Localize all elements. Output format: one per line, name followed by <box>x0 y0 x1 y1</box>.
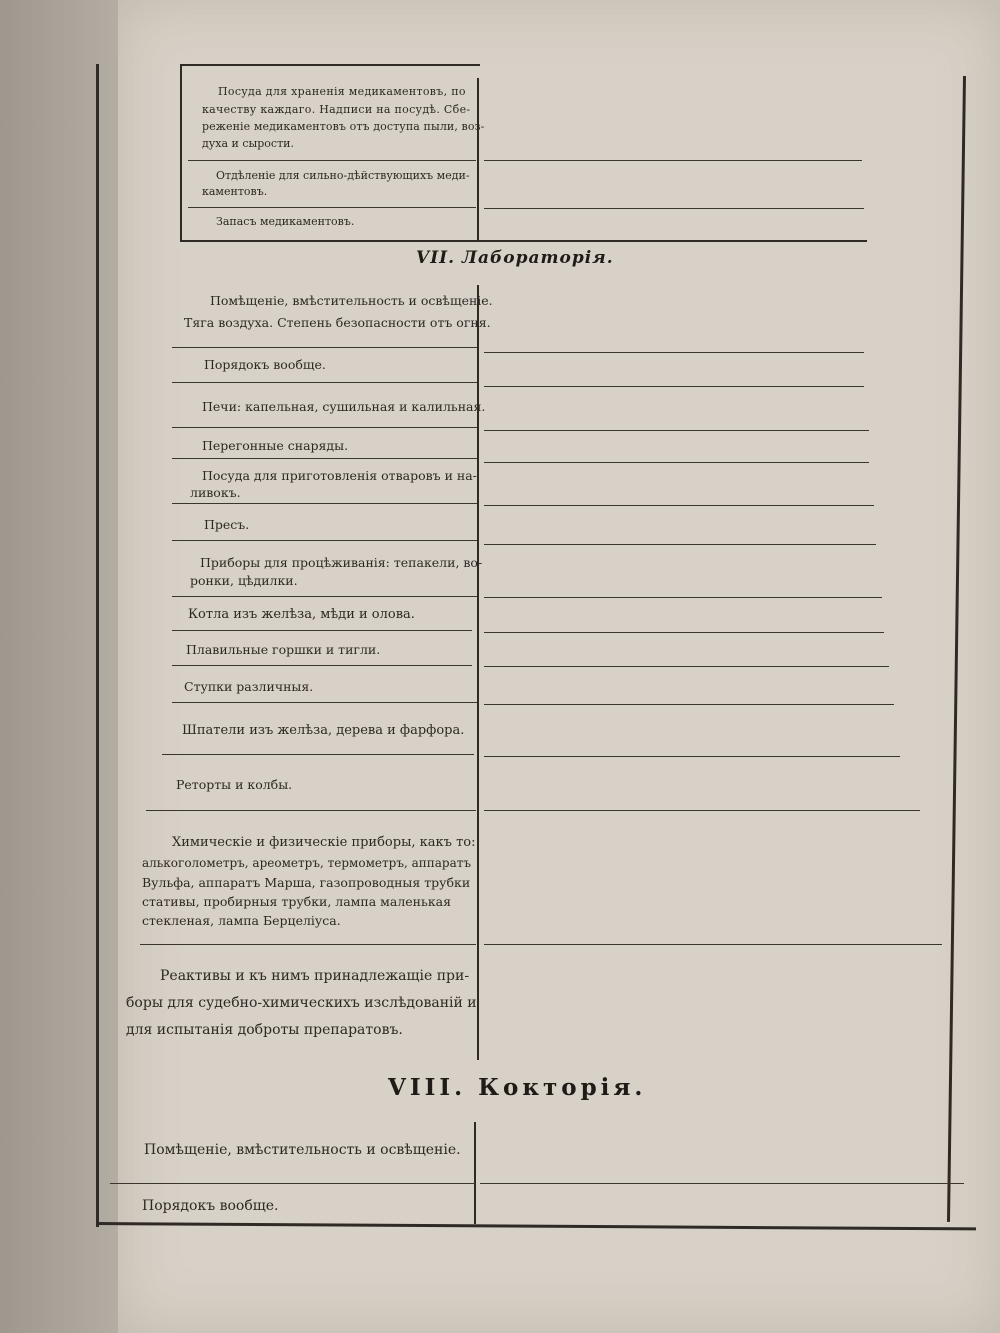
lab-item-instruments-4: стативы, пробирныя трубки, лампа маленькая <box>142 894 451 909</box>
lab-item-instruments-3: Вульфа, аппаратъ Марша, газопроводныя трубки <box>142 875 471 890</box>
top-item-rule-2 <box>188 207 476 208</box>
top-item-line-2: качеству каждаго. Надписи на посудѣ. Сбе- <box>202 103 471 116</box>
top-item-line-5: Отдѣленіе для сильно-дѣйствующихъ меди- <box>216 169 470 182</box>
frame-left-border <box>96 64 99 1227</box>
frame-bottom-border <box>96 1222 976 1230</box>
lab-rule-10 <box>172 702 477 703</box>
lab-rule-7 <box>172 596 477 597</box>
lab-rule-1 <box>172 347 477 348</box>
top-item-line-3: реженіе медикаментовъ отъ доступа пыли, воз- <box>202 120 485 133</box>
lab-item-reagents-2: боры для судебно-химическихъ изслѣдованій и <box>126 995 477 1011</box>
lab-answer-line-12 <box>484 810 920 811</box>
column-divider-section8 <box>474 1122 476 1224</box>
left-inner-rule <box>180 64 182 242</box>
lab-item-vessels-2: ливокъ. <box>190 485 241 500</box>
lab-answer-line-3 <box>484 430 869 431</box>
lab-rule-8 <box>172 630 472 631</box>
lab-rule-6 <box>172 540 477 541</box>
lab-item-cauldrons: Котла изъ желѣза, мѣди и олова. <box>188 607 415 622</box>
lab-answer-line-9 <box>484 666 889 667</box>
lab-answer-line-13 <box>484 944 942 945</box>
lab-item-retorts: Реторты и колбы. <box>176 777 293 792</box>
lab-item-mortars: Ступки различныя. <box>184 679 314 694</box>
lab-rule-11 <box>162 754 474 755</box>
top-item-line-4: духа и сырости. <box>202 137 294 150</box>
top-rule <box>180 64 480 66</box>
lab-rule-13 <box>140 944 476 945</box>
coctoria-answer-line-1 <box>480 1183 964 1184</box>
lab-item-vessels-1: Посуда для приготовленія отваровъ и на- <box>202 468 477 483</box>
section7-top-rule <box>180 240 867 242</box>
lab-item-reagents-3: для испытанія доброты препаратовъ. <box>126 1022 403 1038</box>
lab-item-strainers-1: Приборы для процѣживанія: тепакели, во- <box>200 555 483 570</box>
lab-answer-line-1 <box>484 352 864 353</box>
top-answer-line-2 <box>484 208 864 209</box>
top-item-line-6: каментовъ. <box>202 185 268 198</box>
top-answer-line-1 <box>484 160 862 161</box>
lab-answer-line-8 <box>484 632 884 633</box>
column-divider-top <box>477 78 479 240</box>
lab-rule-9 <box>172 665 472 666</box>
lab-item-instruments-5: стекленая, лампа Берцеліуса. <box>142 913 341 928</box>
lab-answer-line-6 <box>484 544 876 545</box>
lab-answer-line-7 <box>484 597 882 598</box>
section8-title: VIII. Кокторія. <box>388 1074 647 1101</box>
lab-item-furnaces: Печи: капельная, сушильная и калильная. <box>202 399 486 414</box>
top-item-rule-1 <box>188 160 476 161</box>
section7-title: VII. Лабораторія. <box>416 248 614 268</box>
lab-item-instruments-1: Химическіе и физическіе приборы, какъ то: <box>172 835 476 850</box>
lab-item-premises: Помѣщеніе, вмѣстительность и освѣщеніе. <box>210 293 493 308</box>
lab-item-spatulas: Шпатели изъ желѣза, дерева и фарфора. <box>182 723 465 738</box>
coctoria-rule-1 <box>110 1183 475 1184</box>
lab-item-order: Порядокъ вообще. <box>204 357 326 372</box>
lab-rule-4 <box>172 458 477 459</box>
coctoria-item-order: Порядокъ вообще. <box>142 1198 279 1214</box>
frame-right-border <box>947 76 966 1222</box>
coctoria-item-premises: Помѣщеніе, вмѣстительность и освѣщеніе. <box>144 1142 461 1158</box>
lab-item-reagents-1: Реактивы и къ нимъ принадлежащіе при- <box>160 968 470 984</box>
lab-answer-line-5 <box>484 505 874 506</box>
lab-rule-3 <box>172 427 477 428</box>
lab-answer-line-4 <box>484 462 869 463</box>
top-item-line-7: Запасъ медикаментовъ. <box>216 215 355 228</box>
lab-item-strainers-2: ронки, цѣдилки. <box>190 573 298 588</box>
lab-item-distillers: Перегонные снаряды. <box>202 438 349 453</box>
top-item-line-1: Посуда для храненія медикаментовъ, по <box>218 85 466 98</box>
lab-answer-line-2 <box>484 386 864 387</box>
lab-item-crucibles: Плавильные горшки и тигли. <box>186 642 381 657</box>
lab-rule-12 <box>146 810 476 811</box>
lab-rule-2 <box>172 382 477 383</box>
lab-item-instruments-2: алькоголометръ, ареометръ, термометръ, аппаратъ <box>142 856 472 870</box>
lab-item-draft: Тяга воздуха. Степень безопасности отъ огня. <box>184 315 491 330</box>
lab-answer-line-10 <box>484 704 894 705</box>
lab-rule-5 <box>172 503 477 504</box>
lab-item-press: Пресъ. <box>204 517 250 532</box>
lab-answer-line-11 <box>484 756 900 757</box>
